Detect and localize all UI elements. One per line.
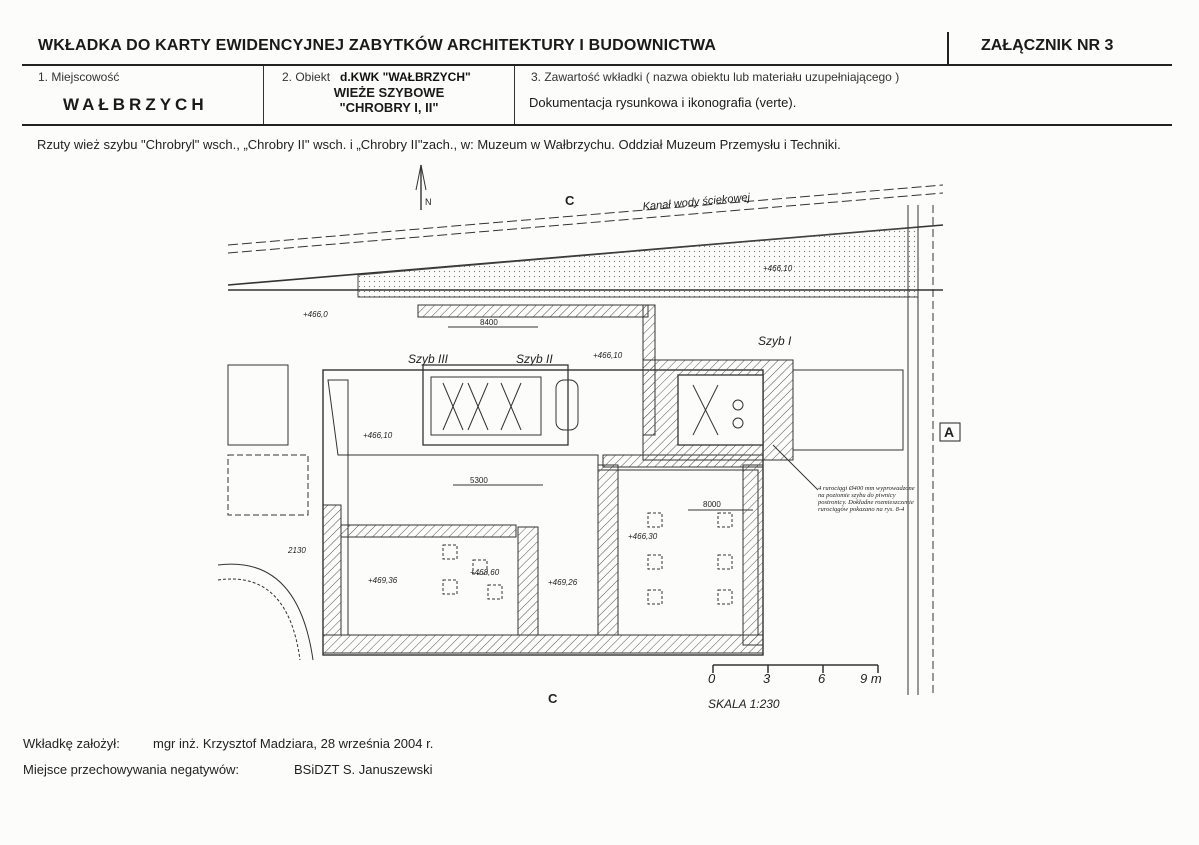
elev-4: +466,10 <box>363 431 393 440</box>
shaft-2-label: Szyb II <box>516 352 553 366</box>
scale-label: SKALA 1:230 <box>708 697 780 711</box>
location-label: 1. Miejscowość <box>38 70 120 84</box>
curved-wall <box>218 365 313 660</box>
elev-5: +469,36 <box>368 576 398 585</box>
scale-tick-9: 9 m <box>860 671 882 686</box>
pipe-note <box>773 445 918 545</box>
elev-1: +466,10 <box>593 351 623 360</box>
object-line1: d.KWK "WAŁBRZYCH" <box>340 70 471 84</box>
scale-bar <box>708 665 882 711</box>
shaft-2-3 <box>408 318 578 485</box>
field-divider-1 <box>263 66 264 124</box>
pipe-note-text: 4 rurociągi Ø400 mm wyprowadzone na poziomie szybu do piwnicy postronicy. Dokładne rozmieszczenie rurociągów pokazano na rys. 8-4 <box>818 485 915 513</box>
drawing-caption: Rzuty wież szybu "Chrobryl" wsch., „Chrobry II" wsch. i „Chrobry II"zach., w: Muzeum w Wałbrzychu. Oddział Muzeum Przemysłu i Techniki. <box>37 137 841 152</box>
elev-2: +466,10 <box>763 264 793 273</box>
dim-5300: 5300 <box>470 476 488 485</box>
annex-number: ZAŁĄCZNIK NR 3 <box>981 37 1114 54</box>
content-value: Dokumentacja rysunkowa i ikonografia (verte). <box>529 95 797 110</box>
svg-text:N: N <box>425 197 432 207</box>
section-c-bottom: C <box>548 691 558 706</box>
author-value: mgr inż. Krzysztof Madziara, 28 września 2004 r. <box>153 736 434 751</box>
elev-6: +469,26 <box>548 578 578 587</box>
document-title: WKŁADKA DO KARTY EWIDENCYJNEJ ZABYTKÓW ARCHITEKTURY I BUDOWNICTWA <box>38 37 717 54</box>
field-divider-2 <box>514 66 515 124</box>
shaft-1-label: Szyb I <box>758 334 792 348</box>
elev-3: +466,0 <box>303 310 328 319</box>
storage-label: Miejsce przechowywania negatywów: <box>23 762 240 777</box>
storage-value: BSiDZT S. Januszewski <box>294 762 433 777</box>
shaft-towers-floor-plan <box>218 165 955 715</box>
object-line2: WIEŻE SZYBOWE <box>333 85 445 100</box>
water-channel <box>228 185 943 297</box>
header-rule <box>22 64 1172 66</box>
scale-tick-3: 3 <box>763 671 771 686</box>
fields-rule <box>22 124 1172 126</box>
dim-8000: 8000 <box>703 500 721 509</box>
elev-8: +468,60 <box>470 568 500 577</box>
north-arrow-icon <box>416 165 432 210</box>
shaft-1 <box>643 334 903 510</box>
shaft-3-label: Szyb III <box>408 352 449 366</box>
elev-7: +466,30 <box>628 532 658 541</box>
object-name <box>300 85 478 115</box>
header-divider <box>947 32 949 64</box>
dim-8400: 8400 <box>480 318 498 327</box>
section-a: A <box>944 424 955 440</box>
location-value: WAŁBRZYCH <box>63 95 208 114</box>
section-c-top: C <box>565 193 575 208</box>
scale-tick-0: 0 <box>708 671 716 686</box>
object-label: 2. Obiekt <box>282 70 331 84</box>
content-label: 3. Zawartość wkładki ( nazwa obiektu lub materiału uzupełniającego ) <box>531 70 900 84</box>
dim-2130: 2130 <box>288 546 306 555</box>
object-line3: "CHROBRY I, II" <box>339 100 439 115</box>
author-label: Wkładkę założył: <box>23 736 120 751</box>
scale-tick-6: 6 <box>818 671 826 686</box>
channel-label: Kanał wody ściekowej <box>642 191 751 213</box>
